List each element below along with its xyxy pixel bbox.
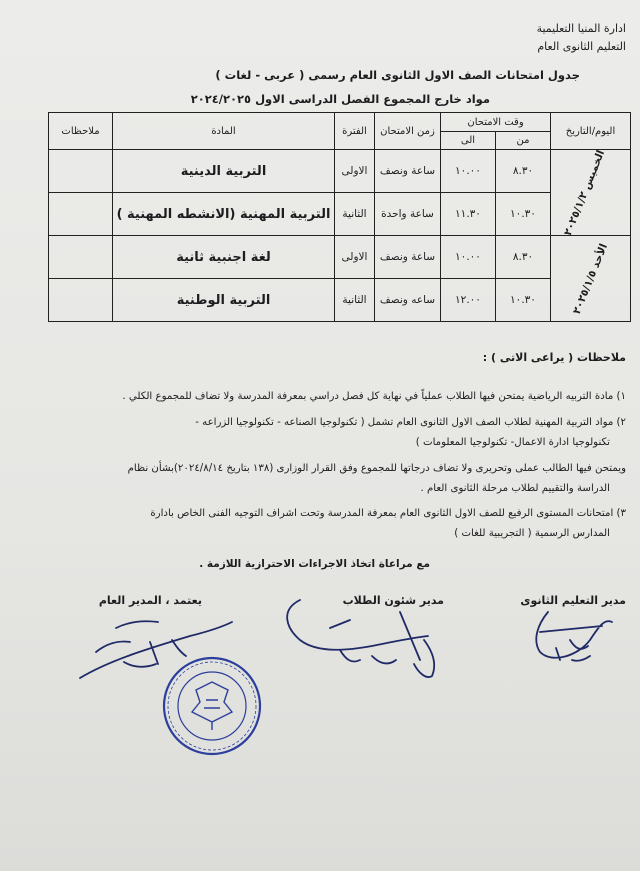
note-item: ٣) امتحانات المستوى الرفيع للصف الاول الثانوى العام بمعرفة المدرسة وتحت اشراف التوجيه الفنى الخاص بادارة [150,508,626,519]
eagle-emblem [192,682,232,730]
signature-student-affairs [287,600,434,677]
header-period: الفترة [335,113,375,150]
closing-remark: مع مراعاة اتخاذ الاجراءات الاحترازية اللازمة . [199,558,430,570]
duration-cell: ساعة ونصف [375,236,441,279]
to-cell: ١٠.٠٠ [441,150,496,193]
period-cell: الثانية [335,279,375,322]
header-duration: زمن الامتحان [375,113,441,150]
duration-cell: ساعة ونصف [375,150,441,193]
note-item: ويمتحن فيها الطالب عملى وتحريرى ولا تضاف درجاتها للمجموع وفق القرار الوزارى (١٣٨ بتاريخ ٢٠٢٤/٨/١٤)بشأن نظام [127,463,626,474]
notes-heading: ملاحظات ( يراعى الاتى ) : [482,351,626,364]
note-item: تكنولوجيا ادارة الاعمال- تكنولوجيا المعلومات ) [415,437,610,448]
signature-secondary-director [536,612,612,661]
signature-title-student-affairs: مدير شئون الطلاب [342,594,444,607]
header-from: من [496,132,551,150]
period-cell: الاولى [335,236,375,279]
header-subject: المادة [113,113,335,150]
signature-general-director [80,621,232,678]
header-to: الى [441,132,496,150]
period-cell: الثانية [335,193,375,236]
subject-cell: التربية الدينية [113,150,335,193]
duration-cell: ساعة واحدة [375,193,441,236]
header-department: التعليم الثانوى العام [537,40,626,53]
day-label: الخميس ٢٠٢٥/١/٢ [561,148,608,237]
from-cell: ١٠.٣٠ [496,279,551,322]
to-cell: ١٠.٠٠ [441,236,496,279]
document-title: جدول امتحانات الصف الاول الثانوى العام رسمى ( عربى - لغات ) [215,68,580,82]
period-cell: الاولى [335,150,375,193]
subject-cell: التربية المهنية (الانشطه المهنية ) [113,193,335,236]
official-seal [164,658,260,754]
signature-title-general-director: يعتمد ، المدير العام [98,594,202,607]
signature-title-secondary-director: مدير التعليم الثانوى [520,594,626,607]
header-exam-time: وقت الامتحان [441,113,551,132]
header-notes: ملاحظات [49,113,113,150]
to-cell: ١٢.٠٠ [441,279,496,322]
document-subtitle: مواد خارج المجموع الفصل الدراسى الاول ٢٠٢٤/٢٠٢٥ [190,92,490,106]
subject-cell: لغة اجنبية ثانية [113,236,335,279]
subject-cell: التربية الوطنية [113,279,335,322]
note-item: ٢) مواد التربية المهنية لطلاب الصف الاول الثانوى العام تشمل ( تكنولوجيا الصناعه - تكنولوجيا الزراعه - [195,417,626,428]
from-cell: ٨.٣٠ [496,150,551,193]
header-directorate: ادارة المنيا التعليمية [536,22,626,35]
note-item: ١) مادة التربيه الرياضية يمتحن فيها الطلاب عملياً في نهاية كل فصل دراسي بمعرفة المدرسة ولا تضاف للمجموع الكلي . [122,391,626,402]
from-cell: ١٠.٣٠ [496,193,551,236]
to-cell: ١١.٣٠ [441,193,496,236]
duration-cell: ساعه ونصف [375,279,441,322]
note-item: المدارس الرسمية ( التجريبية للغات ) [454,528,610,539]
note-item: الدراسة والتقييم لطلاب مرحلة الثانوى العام . [420,483,610,494]
header-day-date: اليوم/التاريخ [551,113,631,150]
from-cell: ٨.٣٠ [496,236,551,279]
day-label: الأحد ٢٠٢٥/١/٥ [570,241,611,316]
